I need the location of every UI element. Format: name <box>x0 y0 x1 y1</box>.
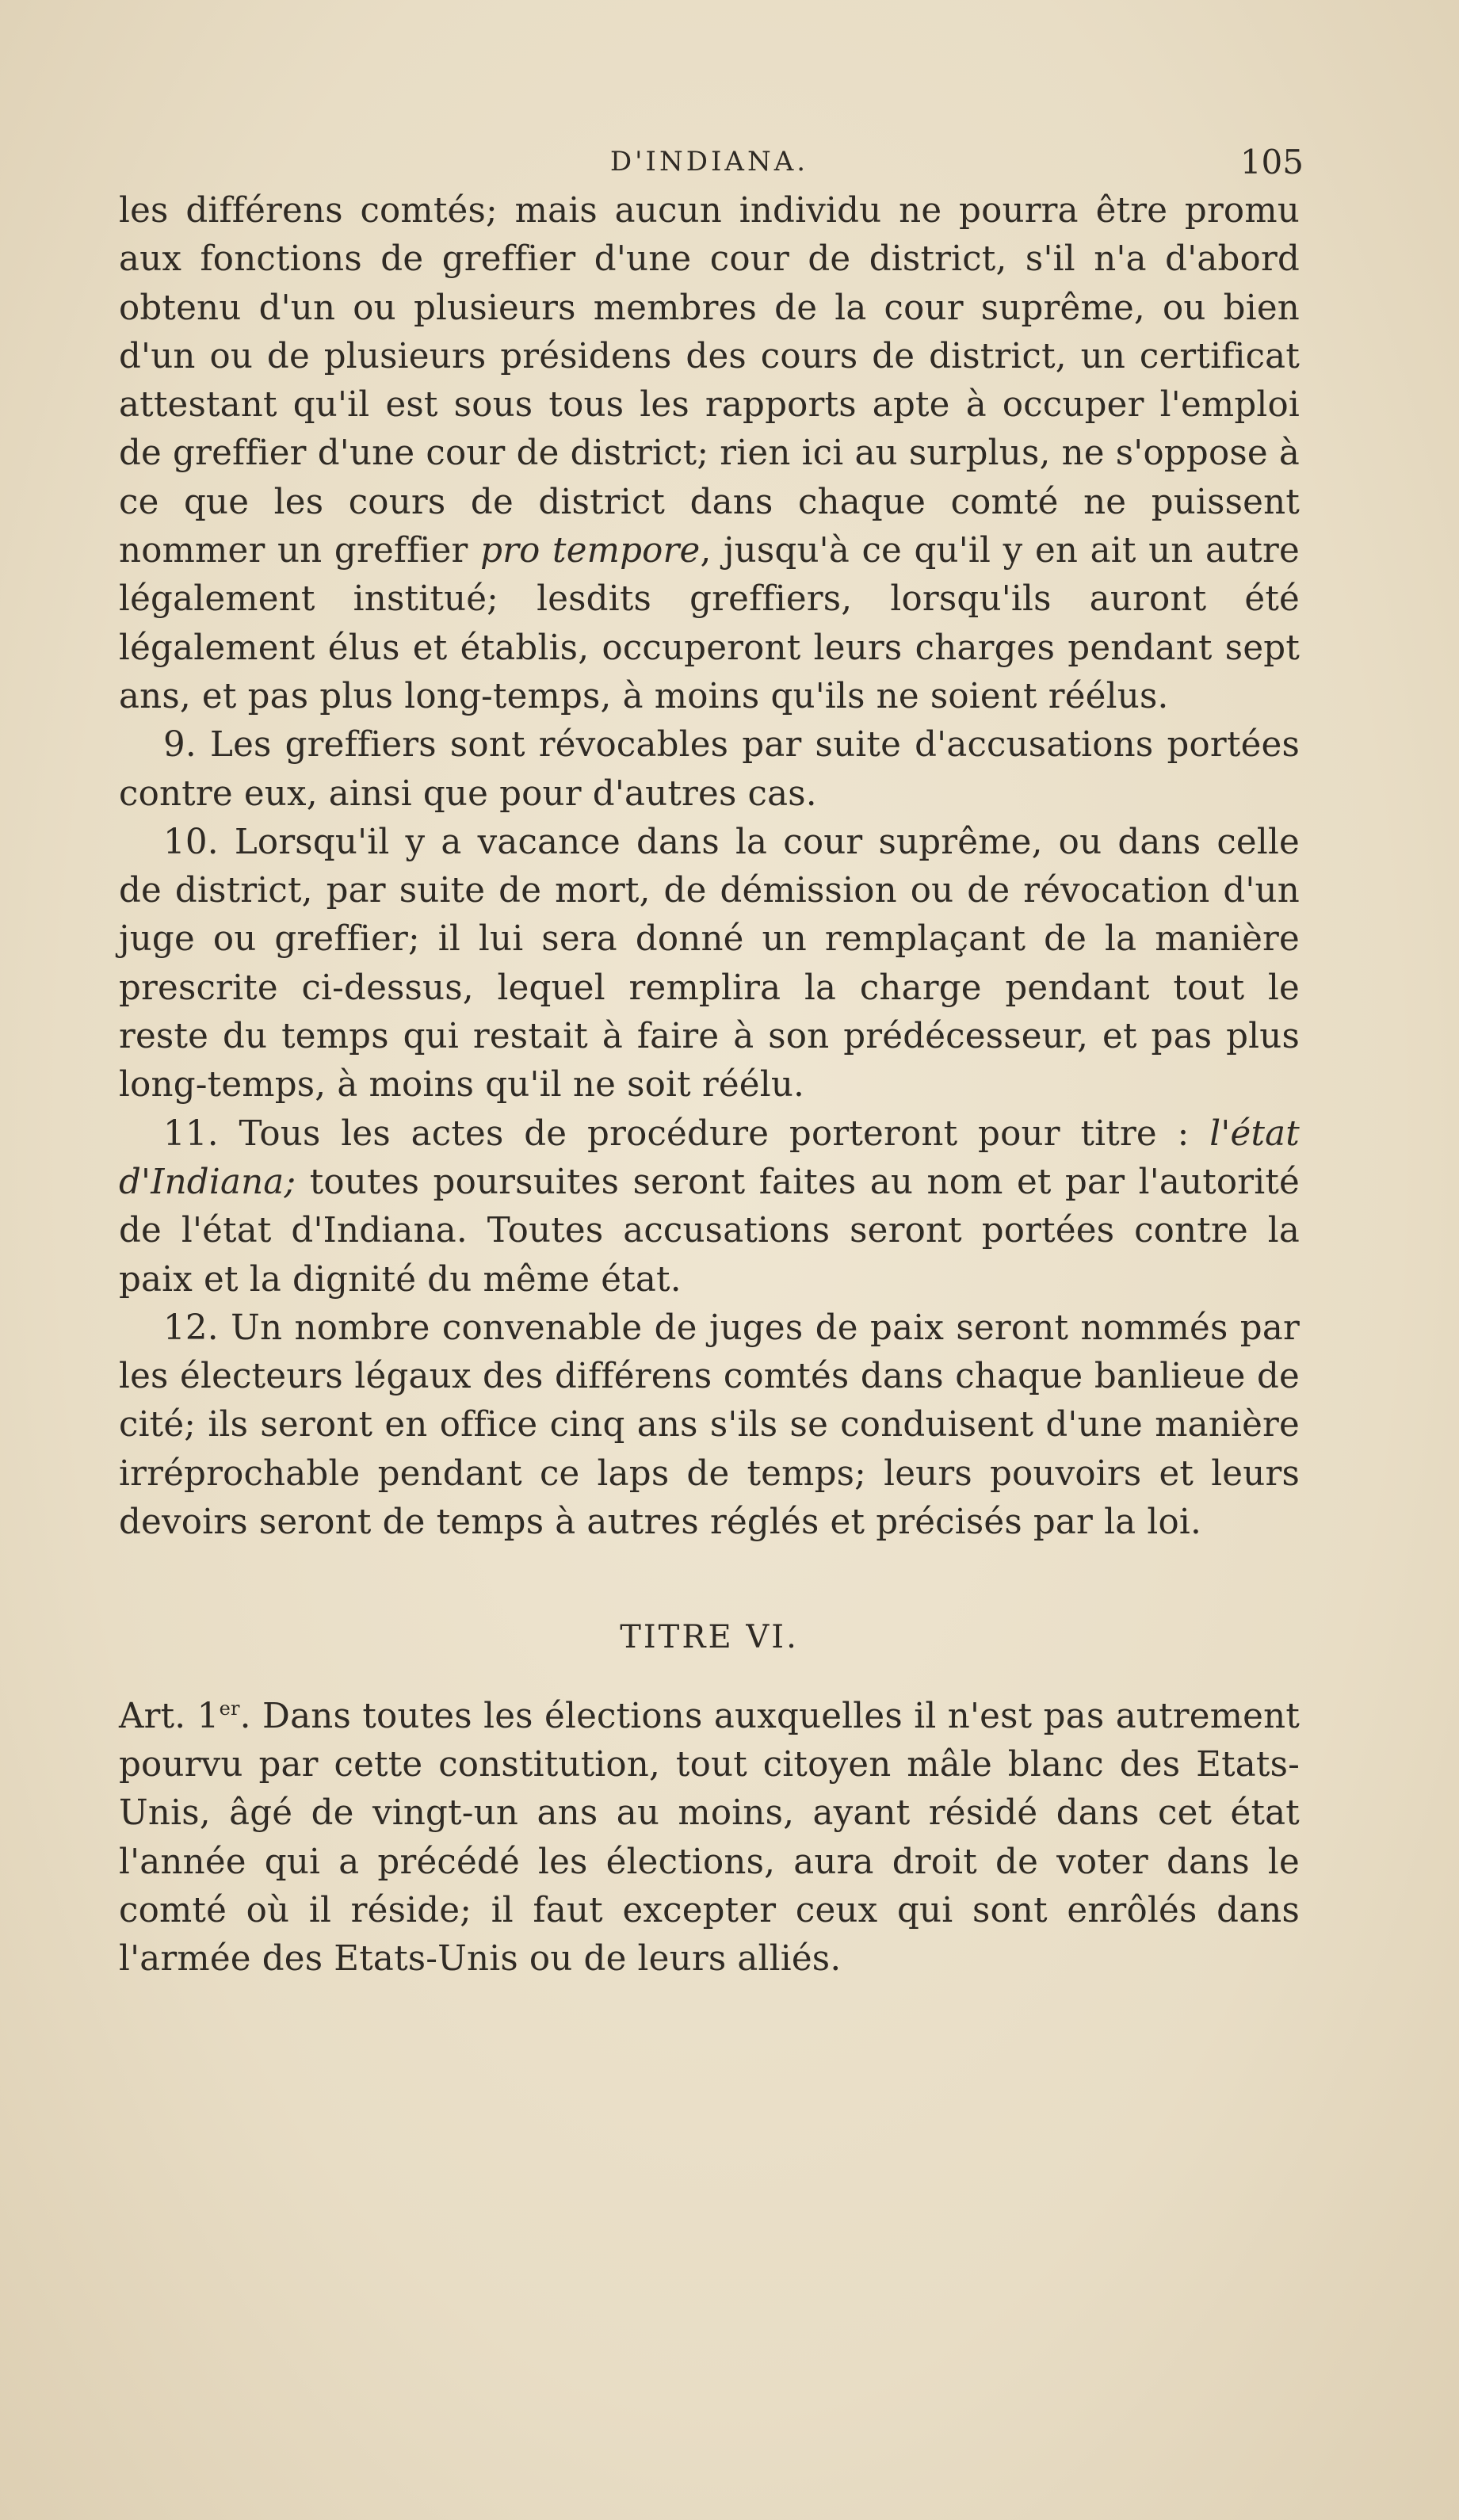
paragraph-text: toutes poursuites seront faites au nom et par l'autorité de l'état d'Indiana. Toutes accusations seront portées contre la paix et la dignité du même état. <box>119 1162 1300 1300</box>
article-label-superscript: er <box>219 1697 240 1720</box>
article-12: 12. Un nombre convenable de juges de paix seront nommés par les électeurs légaux des différens comtés dans chaque banlieue de cité; ils seront en office cinq ans s'ils se conduisent d'une manière irréprochable pendant ce laps de temps; leurs pouvoirs et leurs devoirs seront de temps à autres réglés et précisés par la loi. <box>119 1308 1300 1543</box>
paragraph-text: les différens comtés; mais aucun individu ne pourra être promu aux fonctions de greffier d'une cour de district, s'il n'a d'abord obtenu d'un ou plusieurs membres de la cour suprême, ou bien d'un ou de plusieurs présidens des cours de district, un certificat attestant qu'il est sous tous les rapports apte à occuper l'emploi de greffier d'une cour de district; rien ici au surplus, ne s'oppose à ce que les cours de district dans chaque comté ne puissent nommer un greffier <box>119 191 1300 571</box>
book-page <box>119 135 1304 1984</box>
running-head: D'INDIANA. <box>609 146 809 178</box>
article-label: Art. 1 <box>119 1696 220 1736</box>
section-title: TITRE VI. <box>620 1619 799 1656</box>
article-10: 10. Lorsqu'il y a vacance dans la cour suprême, ou dans celle de district, par suite de mort, de démission ou de révocation d'un juge ou greffier; il lui sera donné un remplaçant de la manière prescrite ci-dessus, lequel remplira la charge pendant tout le reste du temps qui restait à faire à son prédécesseur, et pas plus long-temps, à moins qu'il ne soit réélu. <box>119 822 1300 1105</box>
page-number: 105 <box>1239 143 1304 181</box>
page-header <box>119 135 1304 185</box>
italic-phrase: pro tempore <box>480 531 701 571</box>
paragraph-text: . Dans toutes les élections auxquelles il n'est pas autrement pourvu par cette constitution, tout citoyen mâle blanc des Etats-Unis, âgé de vingt-un ans au moins, ayant résidé dans cet état l'année qui a précédé les élections, aura droit de voter dans le comté où il réside; il faut excepter ceux qui sont enrôlés dans l'armée des Etats-Unis ou de leurs alliés. <box>119 1696 1300 1980</box>
italic-phrase: l'état d'Indiana; <box>119 1113 1300 1202</box>
article-9: 9. Les greffiers sont révocables par suite d'accusations portées contre eux, ainsi que pour d'autres cas. <box>119 725 1300 814</box>
page-body <box>119 187 1300 1984</box>
paragraph-text: , jusqu'à ce qu'il y en ait un autre légalement institué; lesdits greffiers, lorsqu'ils auront été légalement élus et établis, occuperont leurs charges pendant sept ans, et pas plus long-temps, à moins qu'ils ne soient réélus. <box>119 531 1300 716</box>
paragraph-text: 11. Tous les actes de procédure porteront pour titre : <box>163 1113 1210 1154</box>
article-11 <box>119 1110 1300 1304</box>
article-1 <box>119 1693 1300 1984</box>
paragraph-continuation <box>119 187 1300 721</box>
